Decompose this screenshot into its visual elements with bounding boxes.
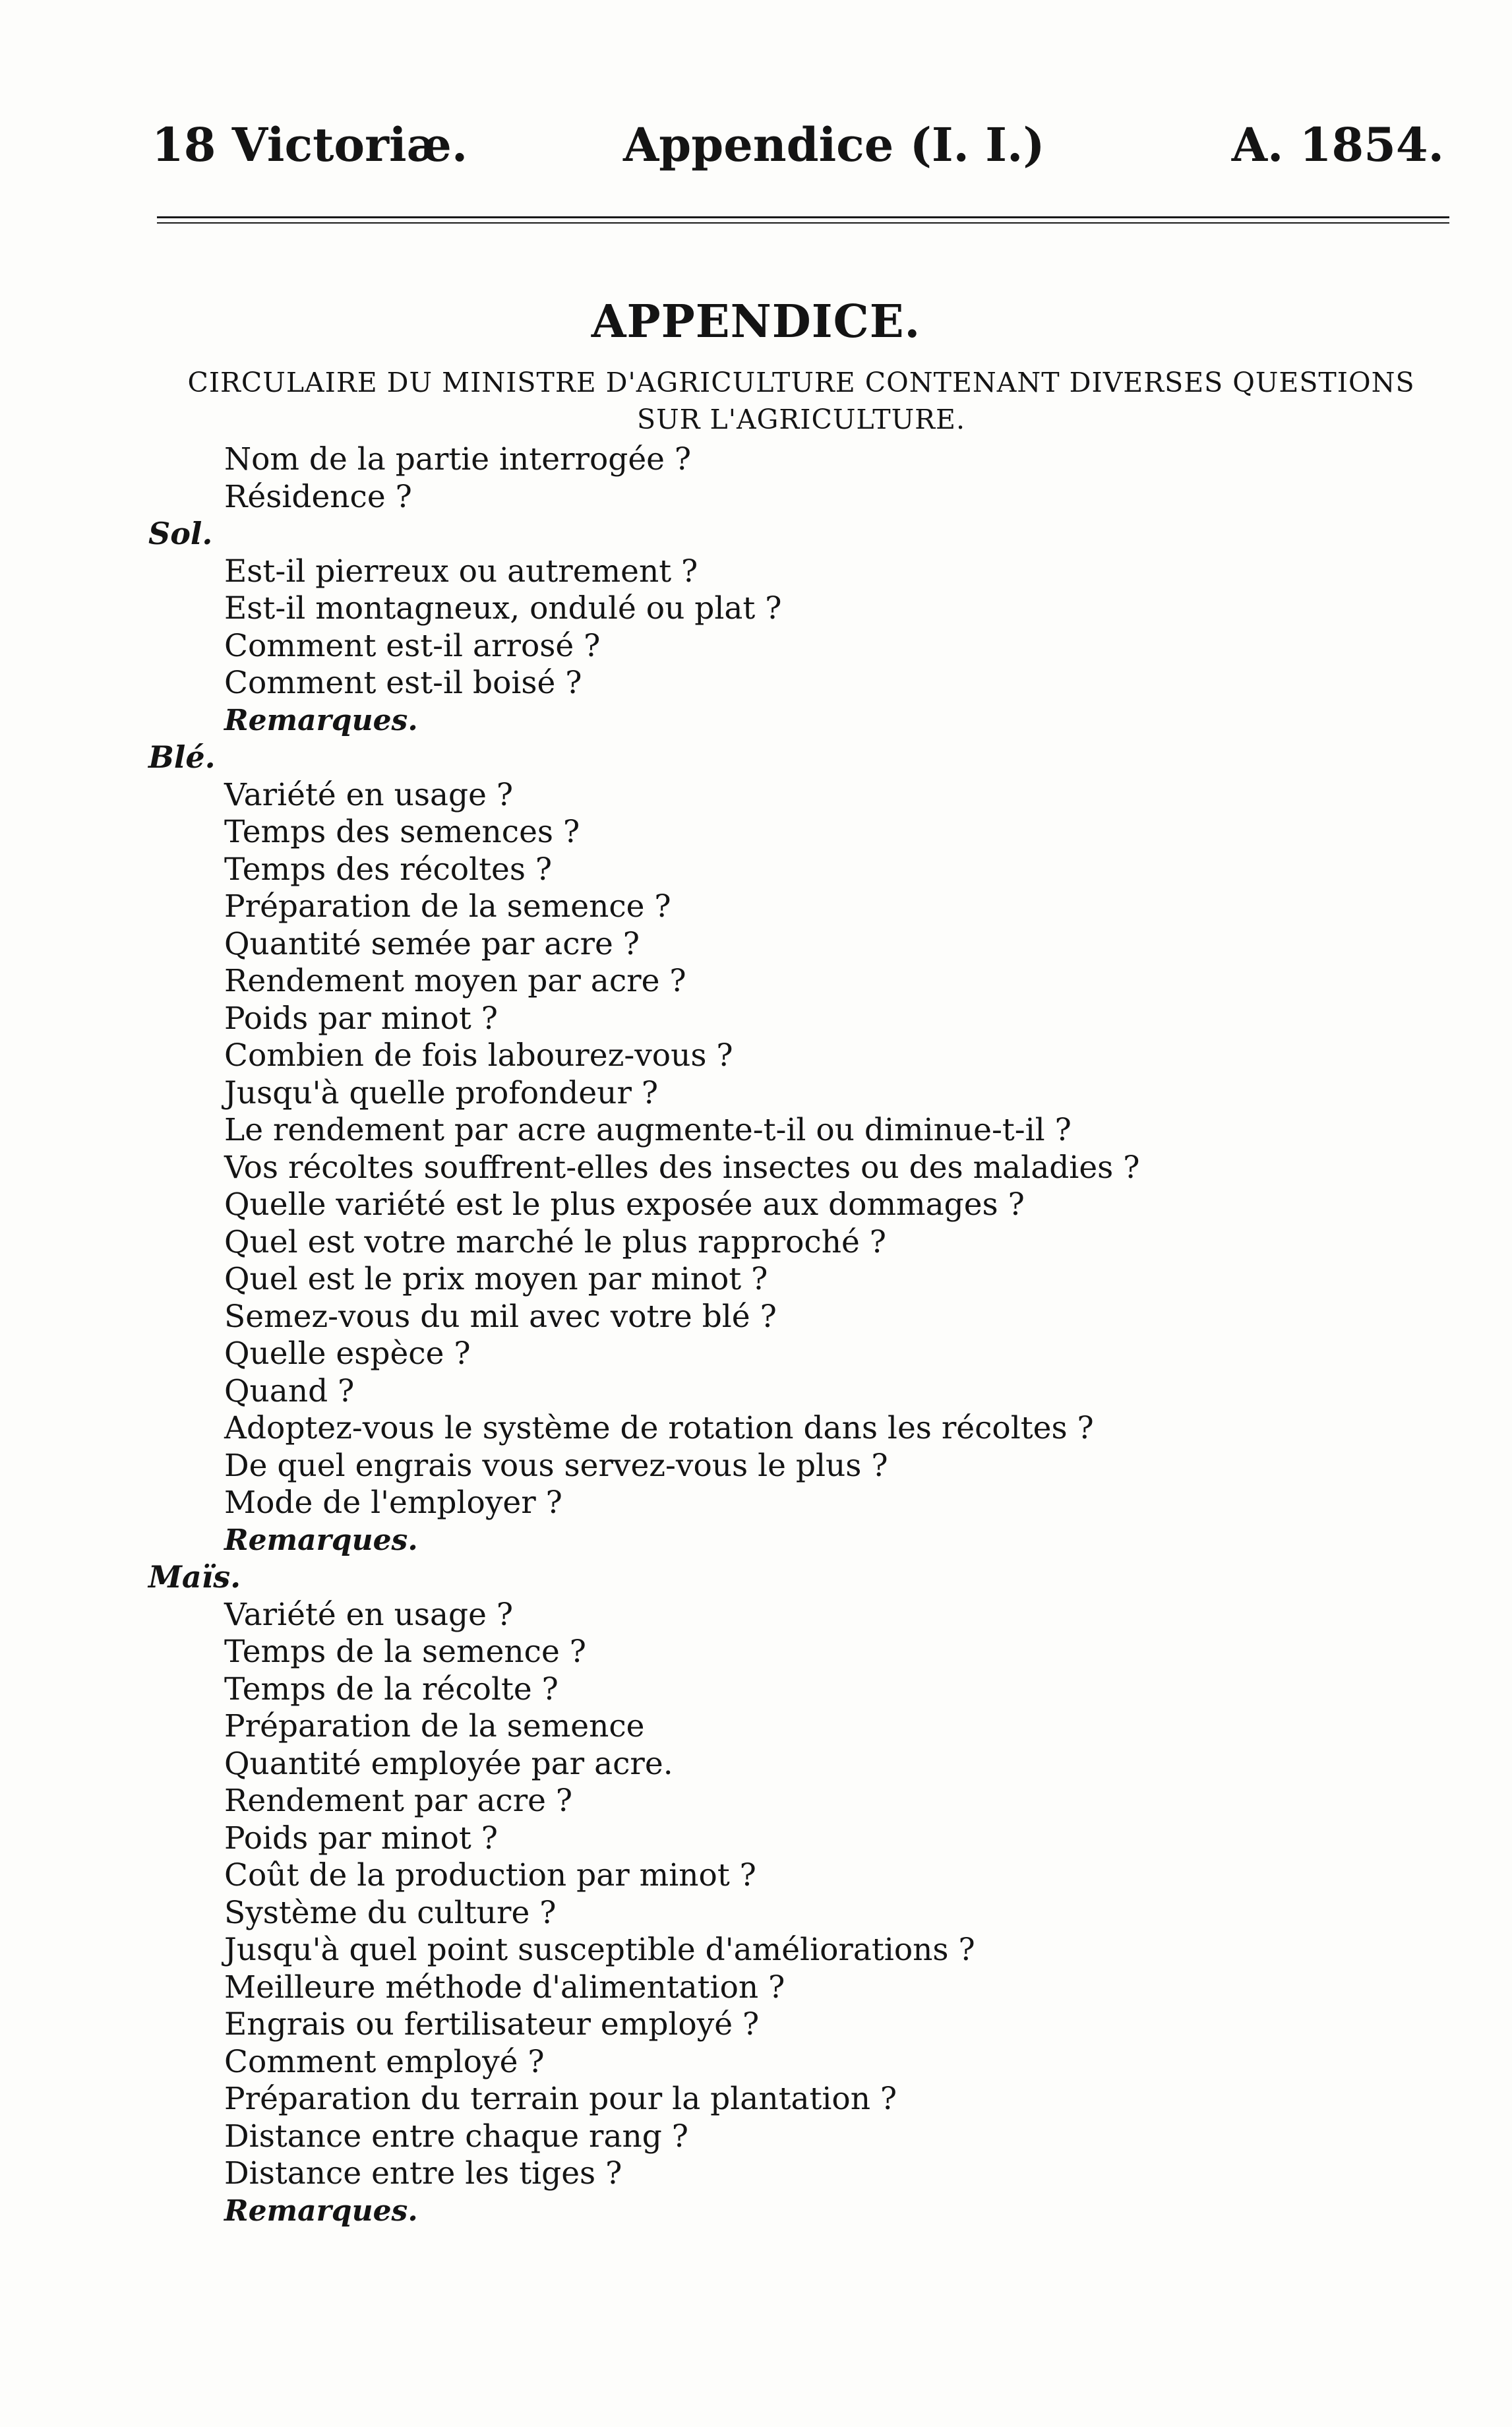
header-appendix-label: Appendice (I. I.) [623, 117, 1045, 172]
section-heading: Maïs. [148, 1559, 241, 1595]
question-line: Quel est votre marché le plus rapproché ? [224, 1224, 886, 1260]
question-line: Engrais ou fertilisateur employé ? [224, 2006, 760, 2043]
question-line: Quelle espèce ? [224, 1336, 471, 1372]
question-line: Temps des récoltes ? [224, 851, 553, 888]
remarks-label: Remarques. [224, 704, 418, 737]
section-heading: Sol. [148, 516, 213, 551]
circular-subtitle [142, 364, 1461, 438]
question-line: Temps de la semence ? [224, 1634, 586, 1670]
question-line: Combien de fois labourez-vous ? [224, 1037, 733, 1074]
question-line: Coût de la production par minot ? [224, 1857, 756, 1893]
question-line: Préparation de la semence [224, 1708, 645, 1744]
question-line: Jusqu'à quelle profondeur ? [224, 1075, 659, 1111]
question-line: Comment est-il arrosé ? [224, 628, 601, 664]
question-line: Variété en usage ? [224, 777, 514, 813]
question-line: Comment est-il boisé ? [224, 665, 582, 701]
question-line: Adoptez-vous le système de rotation dans les récoltes ? [224, 1410, 1094, 1446]
question-line: Quantité semée par acre ? [224, 926, 640, 962]
page-title: APPENDICE. [591, 295, 921, 348]
question-line: Mode de l'employer ? [224, 1485, 562, 1521]
question-line: Poids par minot ? [224, 1820, 498, 1857]
header-year: A. 1854. [1231, 117, 1444, 172]
question-line: Rendement par acre ? [224, 1783, 573, 1819]
question-line: Quelle variété est le plus exposée aux dommages ? [224, 1186, 1025, 1223]
remarks-label: Remarques. [224, 2194, 418, 2228]
page-header [132, 117, 1444, 190]
question-line: Poids par minot ? [224, 1000, 498, 1037]
question-line: Vos récoltes souffrent-elles des insectes ou des maladies ? [224, 1150, 1140, 1186]
question-line: Distance entre les tiges ? [224, 2155, 622, 2192]
question-line: Jusqu'à quel point susceptible d'améliorations ? [224, 1932, 975, 1968]
question-line: Quand ? [224, 1373, 355, 1409]
question-line: Meilleure méthode d'alimentation ? [224, 1969, 785, 2006]
question-line: Système du culture ? [224, 1895, 557, 1931]
question-line: Variété en usage ? [224, 1597, 514, 1633]
question-line: Temps des semences ? [224, 814, 580, 850]
question-line: Préparation de la semence ? [224, 888, 671, 925]
question-line: Nom de la partie interrogée ? [224, 441, 692, 477]
question-line: Préparation du terrain pour la plantation ? [224, 2081, 897, 2117]
question-line: Le rendement par acre augmente-t-il ou diminue-t-il ? [224, 1112, 1072, 1148]
question-line: Est-il montagneux, ondulé ou plat ? [224, 590, 782, 627]
header-rule-bottom [157, 222, 1449, 224]
question-line: Quel est le prix moyen par minot ? [224, 1261, 768, 1297]
question-line: Résidence ? [224, 479, 412, 515]
question-line: Rendement moyen par acre ? [224, 963, 686, 999]
question-line: Comment employé ? [224, 2044, 545, 2080]
subtitle-line-2: SUR L'AGRICULTURE. [636, 404, 965, 435]
remarks-label: Remarques. [224, 1523, 418, 1557]
question-line: Distance entre chaque rang ? [224, 2118, 688, 2155]
question-line: Est-il pierreux ou autrement ? [224, 553, 698, 590]
header-rule-top [157, 216, 1449, 218]
question-line: Quantité employée par acre. [224, 1746, 673, 1782]
question-line: Temps de la récolte ? [224, 1671, 559, 1707]
header-session: 18 Victoriæ. [152, 117, 468, 172]
section-heading: Blé. [148, 739, 216, 775]
question-line: Semez-vous du mil avec votre blé ? [224, 1299, 777, 1335]
subtitle-line-1: CIRCULAIRE DU MINISTRE D'AGRICULTURE CONTENANT DIVERSES QUESTIONS [187, 367, 1415, 398]
question-line: De quel engrais vous servez-vous le plus ? [224, 1448, 888, 1484]
